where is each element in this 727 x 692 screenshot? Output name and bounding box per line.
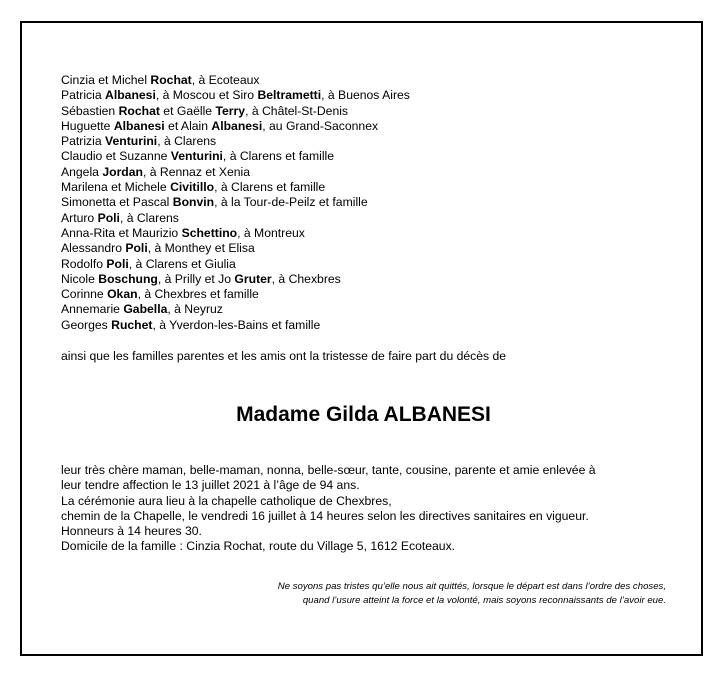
mourner-surname: Beltrametti xyxy=(257,88,322,103)
mourner-surname: Albanesi xyxy=(105,88,156,103)
mourner-surname: Gabella xyxy=(123,302,168,317)
mourner-text: Nicole xyxy=(61,271,99,286)
mourner-line xyxy=(61,73,410,88)
mourner-line xyxy=(61,287,410,302)
mourner-line xyxy=(61,226,410,241)
mourner-text: , à Chexbres xyxy=(271,271,341,286)
mourner-text: , à Buenos Aires xyxy=(321,88,410,103)
mourner-text: Anna-Rita et Maurizio xyxy=(61,225,182,240)
mourner-surname: Bonvin xyxy=(172,195,215,210)
mourner-text: Simonetta et Pascal xyxy=(61,195,173,210)
mourner-text: , au Grand-Saconnex xyxy=(262,118,379,133)
mourner-line xyxy=(61,195,410,210)
mourner-surname: Rochat xyxy=(150,73,192,87)
mourner-text: , à Clarens et famille xyxy=(214,180,326,195)
mourner-text: , à Ecoteaux xyxy=(191,73,260,87)
mourner-surname: Poli xyxy=(106,256,129,271)
mourner-text: Arturo xyxy=(61,210,98,225)
mourner-text: Angela xyxy=(61,164,103,179)
mourner-text: , à Moscou et Siro xyxy=(155,88,258,103)
mourner-surname: Venturini xyxy=(105,134,158,149)
mourner-text: , à Châtel-St-Denis xyxy=(245,103,349,118)
mourner-text: Corinne xyxy=(61,287,108,302)
mourner-line xyxy=(61,257,410,272)
closing-quote xyxy=(278,580,666,609)
mourner-text: , à Clarens xyxy=(157,134,217,149)
mourner-surname: Okan xyxy=(107,287,138,302)
mourner-surname: Civitillo xyxy=(170,180,215,195)
mourner-line xyxy=(61,119,410,134)
mourner-line xyxy=(61,104,410,119)
mourner-text: , à Chexbres et famille xyxy=(137,287,259,302)
mourner-surname: Rochat xyxy=(118,103,160,118)
mourner-line xyxy=(61,241,410,256)
mourner-surname: Albanesi xyxy=(211,118,263,133)
mourner-text: Annemarie xyxy=(61,302,124,317)
mourner-surname: Ruchet xyxy=(111,317,153,332)
mourner-line xyxy=(61,180,410,195)
mourner-surname: Poli xyxy=(97,210,120,225)
mourner-text: , à Clarens xyxy=(119,210,179,225)
mourner-text: Alessandro xyxy=(61,241,126,256)
quote-line: Ne soyons pas tristes qu’elle nous ait quittés, lorsque le départ est dans l’ordre des choses, xyxy=(277,581,666,592)
mourner-text: , à Neyruz xyxy=(167,302,223,317)
mourner-line xyxy=(61,88,410,103)
mourner-text: , à Rennaz et Xenia xyxy=(142,164,251,179)
body-line: leur très chère maman, belle-maman, nonna, belle-sœur, tante, cousine, parente et amie enlevée à xyxy=(61,463,596,477)
mourner-text: Patricia xyxy=(61,88,106,103)
mourner-line xyxy=(61,165,410,180)
mourner-surname: Gruter xyxy=(234,271,272,286)
mourner-surname: Poli xyxy=(125,241,148,256)
mourner-text: , à Monthey et Elisa xyxy=(147,241,255,256)
mourner-text: Patrizia xyxy=(61,134,106,149)
mourner-text: Huguette xyxy=(61,118,114,133)
mourner-text: , à Yverdon-les-Bains et famille xyxy=(152,317,321,332)
body-line: Honneurs à 14 heures 30. xyxy=(61,524,202,539)
mourner-surname: Schettino xyxy=(181,225,238,240)
mourners-list xyxy=(61,73,410,333)
mourner-line xyxy=(61,272,410,287)
mourner-text: , à la Tour-de-Peilz et famille xyxy=(214,195,368,210)
mourner-text: et Gaëlle xyxy=(159,103,216,118)
mourner-surname: Jordan xyxy=(102,164,143,179)
mourner-surname: Boschung xyxy=(98,271,158,286)
mourner-text: Claudio et Suzanne xyxy=(61,149,171,164)
mourner-text: , à Prilly et Jo xyxy=(157,271,235,286)
mourner-surname: Venturini xyxy=(170,149,223,164)
mourner-text: Cinzia et Michel xyxy=(61,73,151,87)
mourner-text: et Alain xyxy=(164,118,212,133)
body-line: Domicile de la famille : Cinzia Rochat, route du Village 5, 1612 Ecoteaux. xyxy=(61,539,456,554)
mourner-text: Marilena et Michele xyxy=(61,180,171,195)
mourner-text: , à Clarens et famille xyxy=(222,149,335,164)
deceased-name: Madame Gilda ALBANESI xyxy=(236,403,491,426)
mourner-line xyxy=(61,318,410,333)
mourner-line xyxy=(61,149,410,164)
mourner-text: Rodolfo xyxy=(61,256,107,271)
body-line: La cérémonie aura lieu à la chapelle catholique de Chexbres, xyxy=(61,493,392,508)
mourner-line xyxy=(61,211,410,226)
body-line: chemin de la Chapelle, le vendredi 16 juillet à 14 heures selon les directives sanitaires en vigueur. xyxy=(61,508,589,523)
mourner-line xyxy=(61,134,410,149)
notice-body xyxy=(61,463,661,555)
mourner-text: , à Clarens et Giulia xyxy=(128,256,236,271)
mourner-surname: Albanesi xyxy=(113,118,165,133)
mourner-text: Sébastien xyxy=(61,103,119,118)
mourner-text: , à Montreux xyxy=(237,225,305,240)
mourner-surname: Terry xyxy=(215,103,246,118)
intro-text: ainsi que les familles parentes et les amis ont la tristesse de faire part du décès de xyxy=(61,349,507,363)
mourner-line xyxy=(61,302,410,317)
quote-line: quand l’usure atteint la force et la volonté, mais soyons reconnaissants de l’avoir eue. xyxy=(302,595,666,607)
mourner-text: Georges xyxy=(61,317,112,332)
body-line: leur tendre affection le 13 juillet 2021 à l’âge de 94 ans. xyxy=(61,478,360,493)
